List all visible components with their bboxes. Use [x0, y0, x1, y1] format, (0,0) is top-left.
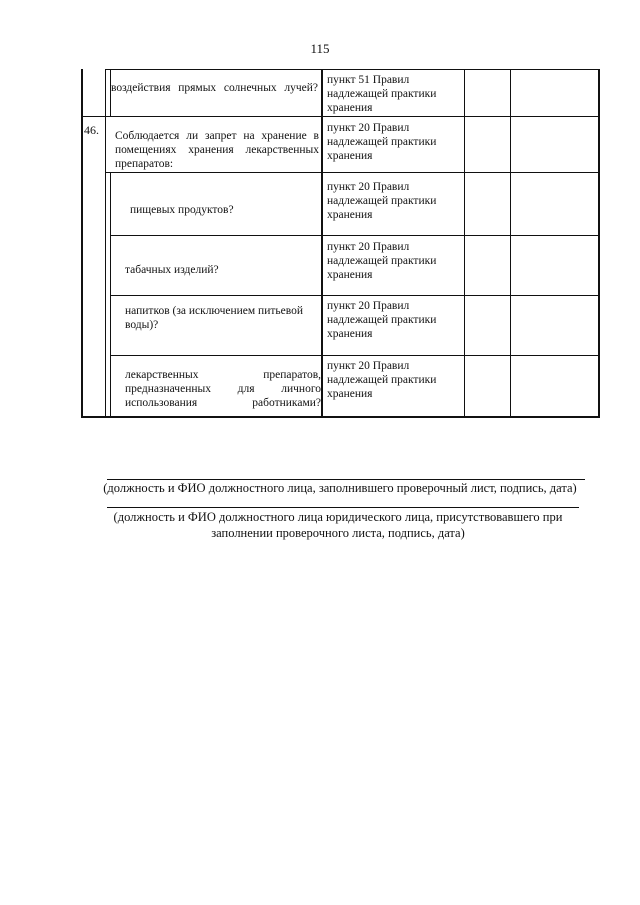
row-divider	[81, 116, 600, 117]
table-border-bottom	[81, 416, 600, 418]
item-number: 46.	[84, 123, 99, 137]
signature-caption: (должность и ФИО должностного лица, заполнившего проверочный лист, подпись, дата)	[103, 481, 577, 495]
row-divider	[110, 235, 600, 236]
table-border-right	[598, 69, 600, 418]
reference-text: пункт 20 Правил надлежащей практики хранения	[327, 300, 437, 340]
row-divider	[110, 355, 600, 356]
reference-text: пункт 20 Правил надлежащей практики хранения	[327, 122, 437, 162]
signature-line	[107, 507, 579, 508]
question-text: напитков (за исключением питьевой воды)?	[125, 305, 303, 331]
reference-text: пункт 51 Правил надлежащей практики хранения	[327, 74, 437, 114]
table-divider-num	[105, 69, 106, 418]
reference-text: пункт 20 Правил надлежащей практики хранения	[327, 360, 437, 400]
table-divider-reference	[464, 69, 465, 418]
question-text: табачных изделий?	[125, 264, 219, 276]
page-number: 115	[310, 41, 330, 56]
table-divider-question	[321, 69, 323, 418]
signature-caption: (должность и ФИО должностного лица юридического лица, присутствовавшего при заполнении проверочного листа, подпись, дата)	[113, 510, 563, 540]
question-text: лекарственных препаратов, предназначенных для личного использования работниками?	[125, 369, 321, 409]
row-divider	[105, 172, 600, 173]
checklist-table	[81, 69, 600, 418]
reference-text: пункт 20 Правил надлежащей практики хранения	[327, 181, 437, 221]
reference-text: пункт 20 Правил надлежащей практики хранения	[327, 241, 437, 281]
table-divider-answer	[510, 69, 511, 418]
table-border-left	[81, 69, 83, 418]
row-divider	[110, 295, 600, 296]
question-text: Соблюдается ли запрет на хранение в помещениях хранения лекарственных препаратов:	[115, 130, 319, 170]
question-text: пищевых продуктов?	[130, 204, 234, 216]
question-text: воздействия прямых солнечных лучей?	[111, 82, 318, 94]
table-border-top	[105, 69, 600, 70]
